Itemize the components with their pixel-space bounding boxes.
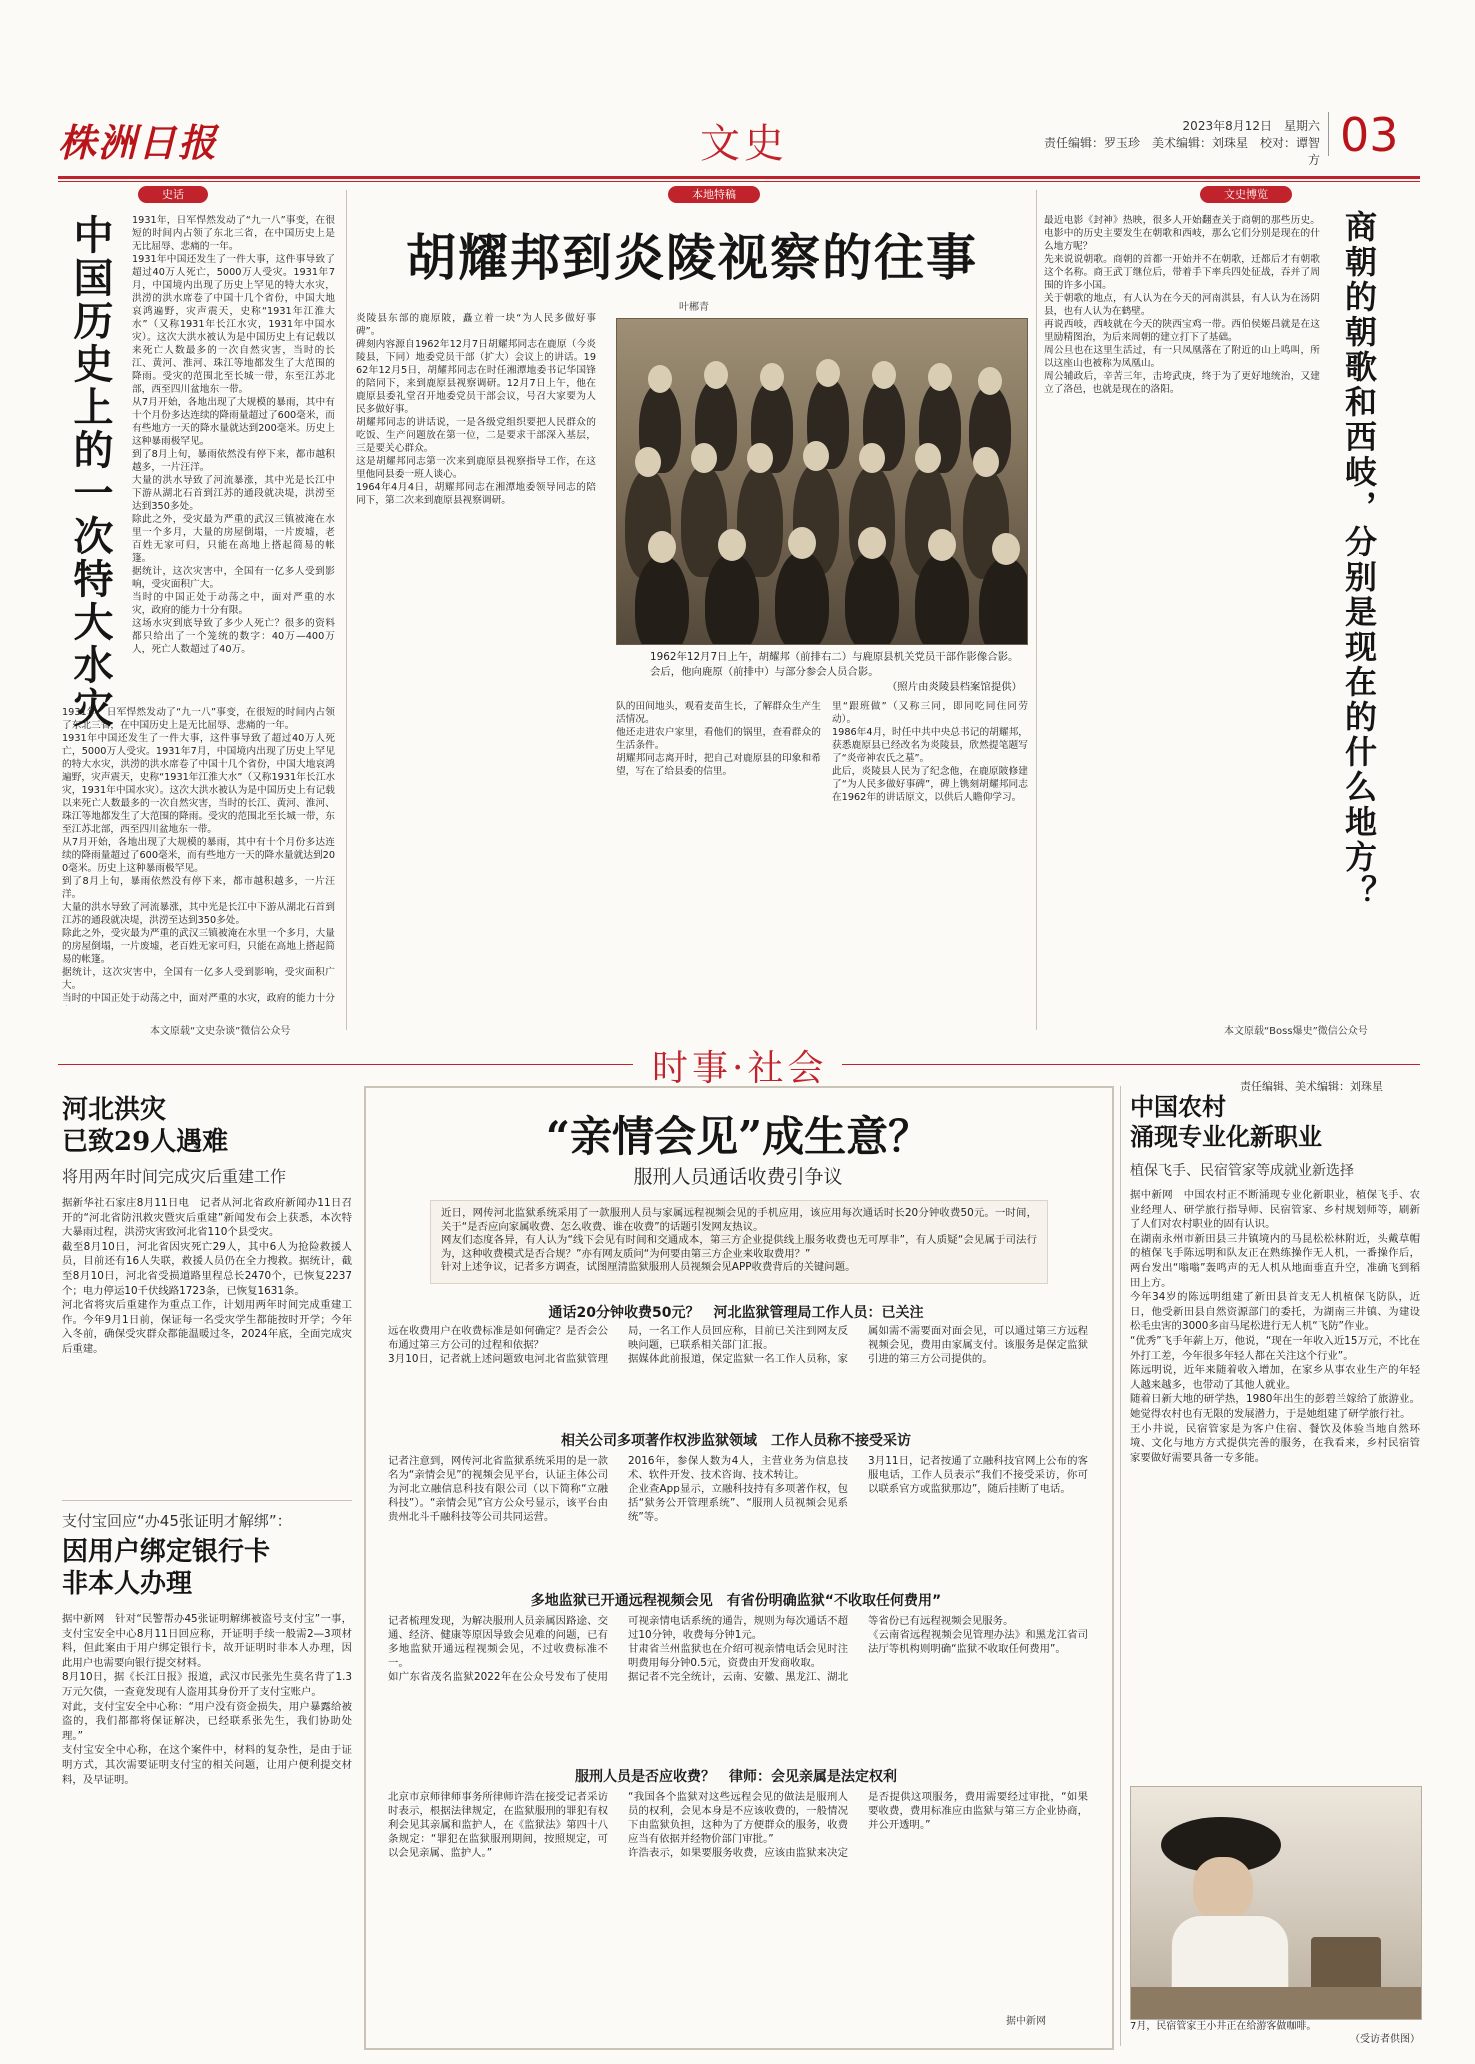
feature-lead: 近日，网传河北监狱系统采用了一款服刑人员与家属远程视频会见的手机应用，该应用每次通话时长20分钟收费50元。一时间，关于“是否应向家属收费、怎么收费、谁在收费”的话题引发网友热议。 网友们态度各异，有人认为“线下会见有时间和交通成本，第三方企业提供线上服务收费也无可厚非”，有人质疑“会见属于司法行为，这种收费模式是否合规？”亦有网友质问“为何要由第三方企业来收取费用？” 针对上述争议，记者多方调查，试图厘清监狱服刑人员视频会见APP收费背后的关键问题。 <box>441 1207 1037 1274</box>
newspaper-logo: 株洲日报 <box>58 120 219 165</box>
masthead-rule <box>58 176 1420 179</box>
group-photo <box>616 318 1028 645</box>
right-section-pill: 文史博览 <box>1200 186 1292 203</box>
right-article-title: 商朝的朝歌和西岐，分别是现在的什么地方？ <box>1340 210 1378 910</box>
feature-section2-title: 相关公司多项著作权涉监狱领域 工作人员称不接受采访 <box>561 1433 911 1449</box>
agri-title-line2: 涌现专业化新职业 <box>1130 1122 1322 1151</box>
left-section-pill: 史话 <box>138 186 208 203</box>
hebei-title-line1: 河北洪灾 <box>62 1095 167 1125</box>
alipay-kicker: 支付宝回应“办45张证明才解绑”： <box>62 1512 292 1530</box>
feature-subtitle: 服刑人员通话收费引争议 <box>633 1166 843 1188</box>
hebei-divider <box>62 1500 352 1501</box>
feature-section1-body: 远在收费用户在收费标准是如何确定？是否会公布通过第三方公司的过程和依据？ 3月10日，记者就上述问题致电河北省监狱管理局，一名工作人员回应称，目前已关注到网友反映问题，已联系相关部门汇报。 据媒体此前报道，保定监狱一名工作人员称，家属如需不需要面对面会见，可以通过第三方远程视频会见，费用由家属支付。该服务是保定监狱引进的第三方公司提供的。 <box>388 1325 1088 1365</box>
photo-credit: （照片由炎陵县档案馆提供） <box>886 681 1022 693</box>
alipay-title <box>62 1536 270 1600</box>
hebei-title <box>62 1094 228 1158</box>
band-title: 时事·社会 <box>652 1048 828 1089</box>
photo-caption-text: 1962年12月7日上午，胡耀邦（前排右二）与鹿原县机关党员干部作影像合影。会后，他向鹿原（前排中）与部分参会人员合影。 <box>650 651 1019 678</box>
photo-caption <box>650 650 1022 695</box>
column-divider <box>1036 190 1037 1030</box>
hebei-body: 据新华社石家庄8月11日电 记者从河北省政府新闻办11日召开的“河北省防汛救灾暨灾后重建”新闻发布会上获悉，本次特大暴雨过程，洪涝灾害致河北省110个县受灾。 截至8月10日，河北省因灾死亡29人，其中6人为抢险救援人员，目前还有16人失联，救援人员仍在全力搜救。据统计，截至8月10日，河北省受损道路里程总长2470个，已恢复2237个；电力停运10千伏线路1723条，已恢复1631条。 河北省将灾后重建作为重点工作，计划用两年时间完成重建工作。今年9月1日前，保证每一名受灾学生都能按时开学；今年入冬前，确保受灾群众都能温暖过冬，2024年底，全面完成灾后重建。 <box>62 1197 352 1355</box>
column-divider <box>1120 1086 1121 2046</box>
main-article-title: 胡耀邦到炎陵视察的往事 <box>406 228 978 287</box>
column-divider <box>346 190 347 1030</box>
masthead-meta <box>1035 118 1320 169</box>
feature-title: “亲情会见”成生意？ <box>545 1112 931 1161</box>
main-section-pill: 本地特稿 <box>668 186 760 203</box>
main-article-author: 叶郴青 <box>679 302 709 313</box>
page-number: 03 <box>1340 108 1399 162</box>
left-article-body-bottom: 1931年，日军悍然发动了“九一八”事变，在很短的时间内占领了东北三省，在中国历史上是无比屈辱、悲痛的一年。 1931年中国还发生了一件大事，这件事导致了超过40万人死亡，5000万人受灾。1931年7月，中国境内出现了历史上罕见的特大水灾，洪涝的洪水席卷了中国十几个省份，中国大地哀鸿遍野，灾声震天，史称“1931年江淮大水”（又称1931年长江水灾，1931年中国水灾）。这次大洪水被认为是中国历史上有记载以来死亡人数最多的一次自然灾害，当时的长江、黄河、淮河、珠江等地都发生了大范围的降雨。受灾的范围北至长城一带，东至江苏北部，西至四川盆地东一带。 从7月开始，各地出现了大规模的暴雨，其中有十个月份多达连续的降雨量超过了600毫米，而有些地方一天的降水量就达到200毫米。历史上这种暴雨极罕见。 到了8月上旬，暴雨依然没有停下来，都市越积越多，一片汪洋。 大量的洪水导致了河流暴涨，其中光是长江中下游从湖北石首到江苏的通段就决堤，洪涝至达到350多处。 除此之外，受灾最为严重的武汉三镇被淹在水里一个多月，大量的房屋倒塌，一片废墟，老百姓无家可归，只能在高地上搭起简易的帐篷。 据统计，这次灾害中，全国有一亿多人受到影响，受灾面积广大。 当时的中国正处于动荡之中，面对严重的水灾，政府的能力十分 <box>62 707 335 1004</box>
agri-body: 据中新网 中国农村正不断涌现专业化新职业，植保飞手、农业经理人、研学旅行指导师、民宿管家、乡村规划师等，刷新了人们对农村职业的固有认识。 在湖南永州市新田县三井镇境内的马昆松松林附近，头戴草帽的植保飞手陈远明和队友正在熟练操作无人机，一番操作后，两台发出“嗡嗡”轰鸣声的无人机从地面垂直升空，准确飞到稻田上方。 今年34岁的陈远明组建了新田县首支无人机植保飞防队，近日，他受新田县自然资源部门的委托，为湖南三井镇、为建设松毛虫害的3000多亩马尾松进行无人机“飞防”作业。 “优秀”飞手年薪上万，他说，“现在一年收入近15万元，不比在外打工差，今年很多年轻人都在关注这个行业”。 陈远明说，近年来随着收入增加，在家乡从事农业生产的年轻人越来越多，也带动了其他人就业。 随着日新大地的研学热，1980年出生的彭碧兰嫁给了旅游业。她觉得农村也有无限的发展潜力，于是她组建了研学旅行社。 王小井说，民宿管家是为客户住宿、餐饮及体验当地自然环境、文化与地方方式提供完善的服务，在我看来，乡村民宿管家要做好需要具备一专多能。 <box>1130 1189 1420 1464</box>
counter-shape <box>1131 1987 1421 2019</box>
agri-photo-credit: （受访者供图） <box>1350 2034 1420 2045</box>
feature-lead-box <box>430 1200 1048 1284</box>
band-rule-right <box>842 1064 1420 1065</box>
main-article-body-col2: 队的田间地头，观看麦苗生长，了解群众生产生活情况。 他还走进农户家里，看他们的锅里，查看群众的生活条件。 胡耀邦同志离开时，把自己对鹿原县的印象和希望，写在了给县委的信里。 <box>616 701 821 777</box>
editors-line: 责任编辑：罗玉珍 美术编辑：刘珠星 校对：谭智方 <box>1043 136 1320 167</box>
hebei-subtitle: 将用两年时间完成灾后重建工作 <box>62 1167 287 1186</box>
right-article-source: 本文原载“Boss爆史”微信公众号 <box>1224 1026 1368 1037</box>
section-title: 文史 <box>700 121 788 167</box>
left-article-source: 本文原载“文史杂谈”微信公众号 <box>150 1026 291 1037</box>
feature-section2-body: 记者注意到，网传河北省监狱系统采用的是一款名为“亲情会见”的视频会见平台，认证主体公司为河北立融信息科技有限公司（以下简称“立融科技”）。“亲情会见”官方公众号显示，该平台由贵州北斗千融科技等公司共同运营。 2016年，参保人数为4人，主营业务为信息技术、软件开发、技术咨询、技术转让。 企业查App显示，立融科技持有多项著作权，包括“狱务公开管理系统”、“服刑人员视频会见系统”等。 3月11日，记者按通了立融科技官网上公布的客服电话，工作人员表示“我们不接受采访，你可以联系官方或监狱那边”，随后挂断了电话。 <box>388 1455 1088 1523</box>
feature-source: 据中新网 <box>1006 2016 1046 2027</box>
alipay-title-line1: 因用户绑定银行卡 <box>62 1537 271 1567</box>
feature-section3-title: 多地监狱已开通远程视频会见 有省份明确监狱“不收取任何费用” <box>530 1593 942 1609</box>
left-article-body-top: 1931年，日军悍然发动了“九一八”事变，在很短的时间内占领了东北三省，在中国历史上是无比屈辱、悲痛的一年。 1931年中国还发生了一件大事，这件事导致了超过40万人死亡，5000万人受灾。1931年7月，中国境内出现了历史上罕见的特大水灾，洪涝的洪水席卷了中国十几个省份，中国大地哀鸿遍野，灾声震天，史称“1931年江淮大水”（又称1931年长江水灾，1931年中国水灾）。这次大洪水被认为是中国历史上有记载以来死亡人数最多的一次自然灾害，当时的长江、黄河、淮河、珠江等地都发生了大范围的降雨。受灾的范围北至长城一带，东至江苏北部，西至四川盆地东一带。 从7月开始，各地出现了大规模的暴雨，其中有十个月份多达连续的降雨量超过了600毫米，而有些地方一天的降水量就达到200毫米。历史上这种暴雨极罕见。 到了8月上旬，暴雨依然没有停下来，都市越积越多，一片汪洋。 大量的洪水导致了河流暴涨，其中光是长江中下游从湖北石首到江苏的通段就决堤，洪涝至达到350多处。 除此之外，受灾最为严重的武汉三镇被淹在水里一个多月，大量的房屋倒塌，一片废墟，老百姓无家可归，只能在高地上搭起简易的帐篷。 据统计，这次灾害中，全国有一亿多人受到影响，受灾面积广大。 当时的中国正处于动荡之中，面对严重的水灾，政府的能力十分有限。 这场水灾到底导致了多少人死亡？很多的资料都只给出了一个笼统的数字：40万—400万人，死亡人数超过了40万。 <box>132 215 335 655</box>
feature-section4-title: 服刑人员是否应收费？ 律师：会见亲属是法定权利 <box>575 1769 897 1785</box>
main-article-body-col1: 炎陵县东部的鹿原陂，矗立着一块“为人民多做好事碑”。 碑刻内容源自1962年12月7日胡耀邦同志在鹿原（今炎陵县，下同）地委党员干部（扩大）会议上的讲话。1962年12月5日，胡耀邦同志在时任湘潭地委书记华国锋的陪同下，来到鹿原县视察调研。12月7日上午，他在鹿原县委礼堂召开地委党员干部会议，号召大家要为人民多做好事。 胡耀邦同志的讲话说，一是各级党组织要把人民群众的吃饭、生产问题放在第一位，二是要求干部深入基层，三是要关心群众。 这是胡耀邦同志第一次来到鹿原县视察指导工作，在这里他同县委一班人谈心。 1964年4月4日，胡耀邦同志在湘潭地委领导同志的陪同下，第二次来到鹿原县视察调研。 <box>356 313 596 506</box>
face-shape <box>1193 1857 1253 1921</box>
agri-title-line1: 中国农村 <box>1130 1092 1226 1121</box>
issue-date: 2023年8月12日 星期六 <box>1182 119 1320 133</box>
masthead-rule-thin <box>58 181 1420 182</box>
band-rule-left <box>58 1064 633 1065</box>
main-article-body-col3: 里“跟班做”（又称三同，即同吃同住同劳动）。 1986年4月，时任中共中央总书记的胡耀邦，获悉鹿原县已经改名为炎陵县，欣然提笔题写了“炎帝神农氏之墓”。 此后，炎陵县人民为了纪念他，在鹿原陂修建了“为人民多做好事碑”，碑上镌刻胡耀邦同志在1962年的讲话原文，以供后人瞻仰学习。 <box>832 701 1028 803</box>
right-article-body: 最近电影《封神》热映，很多人开始翻查关于商朝的那些历史。电影中的历史主要发生在朝歌和西岐，那么它们分别是现在的什么地方呢？ 先来说说朝歌。商朝的首都一开始并不在朝歌，迁都后才有朝歌这个名称。商王武丁继位后，带着手下率兵四处征战，吞并了周围的许多小国。 关于朝歌的地点，有人认为在今天的河南淇县，有人认为在汤阴县，也有人认为在鹤壁。 再说西岐，西岐就在今天的陕西宝鸡一带。西伯侯姬昌就是在这里励精图治，为后来周朝的建立打下了基础。 周公旦也在这里生活过，有一只凤凰落在了附近的山上鸣叫，所以这座山也被称为凤凰山。 周公辅政后，辛苦三年，击垮武庚，终于为了更好地统治，又建立了洛邑，也就是现在的洛阳。 <box>1044 215 1320 395</box>
agri-photo <box>1130 1786 1422 2020</box>
alipay-body: 据中新网 针对“民警帮办45张证明解绑被盗号支付宝”一事，支付宝安全中心8月11日回应称，开证明手续一般需2—3项材料，但此案由于用户绑定银行卡，故开证明时非本人办理，因此用户也需要向银行提交材料。 8月10日，据《长江日报》报道，武汉市民张先生莫名背了1.3万元欠债，一查竟发现有人盗用其身份开了支付宝账户。 对此，支付宝安全中心称：“用户没有资金损失，用户暴露给被盗的，我们都都将保证解决，已经联系张先生，我们协助处理。” 支付宝安全中心称，在这个案件中，材料的复杂性，是由于证明方式，其次需要证明支付宝的相关问题，让用户便利提交材料，及早证明。 <box>62 1613 352 1786</box>
feature-section4-body: 北京市京师律师事务所律师许浩在接受记者采访时表示，根据法律规定，在监狱服刑的罪犯有权利会见其亲属和监护人，在《监狱法》第四十八条规定：“罪犯在监狱服刑期间，按照规定，可以会见亲属、监护人。” “我国各个监狱对这些远程会见的做法是服刑人员的权利，会见本身是不应该收费的，一般情况下由监狱负担，这种为了方便群众的服务，收费应当有依据并经物价部门审批。” 许浩表示，如果要服务收费，应该由监狱来决定是否提供这项服务，费用需要经过审批，“如果要收费，费用标准应由监狱与第三方企业协商，并公开透明。” <box>388 1791 1088 1859</box>
feature-section1-title: 通话20分钟收费50元？ 河北监狱管理局工作人员：已关注 <box>548 1305 924 1321</box>
feature-section3-body: 记者梳理发现，为解决服刑人员亲属因路途、交通、经济、健康等原因导致会见难的问题，已有多地监狱开通远程视频会见，不过收费标准不一。 如广东省茂名监狱2022年在公众号发布了使用可视亲情电话系统的通告，规则为每次通话不超过10分钟，收费每分钟1元。 甘肃省兰州监狱也在介绍可视亲情电话会见时注明费用每分钟0.5元，资费由开发商收取。 据记者不完全统计，云南、安徽、黑龙江、湖北等省份已有远程视频会见服务。 《云南省远程视频会见管理办法》和黑龙江省司法厅等机构则明确“监狱不收取任何费用”。 <box>388 1615 1088 1683</box>
agri-subtitle: 植保飞手、民宿管家等成就业新选择 <box>1130 1163 1354 1179</box>
hebei-title-line2: 已致29人遇难 <box>62 1127 229 1157</box>
alipay-title-line2: 非本人办理 <box>62 1569 193 1599</box>
masthead-divider <box>1328 112 1329 156</box>
agri-photo-caption: 7月，民宿管家王小井正在给游客做咖啡。 <box>1130 2021 1317 2032</box>
agri-title <box>1130 1092 1322 1152</box>
left-article-title: 中国历史上的一次特大水灾 <box>67 214 114 730</box>
band-editors: 责任编辑、美术编辑：刘珠星 <box>1240 1080 1383 1093</box>
agri-photo-caption-wrap <box>1130 2020 1420 2046</box>
